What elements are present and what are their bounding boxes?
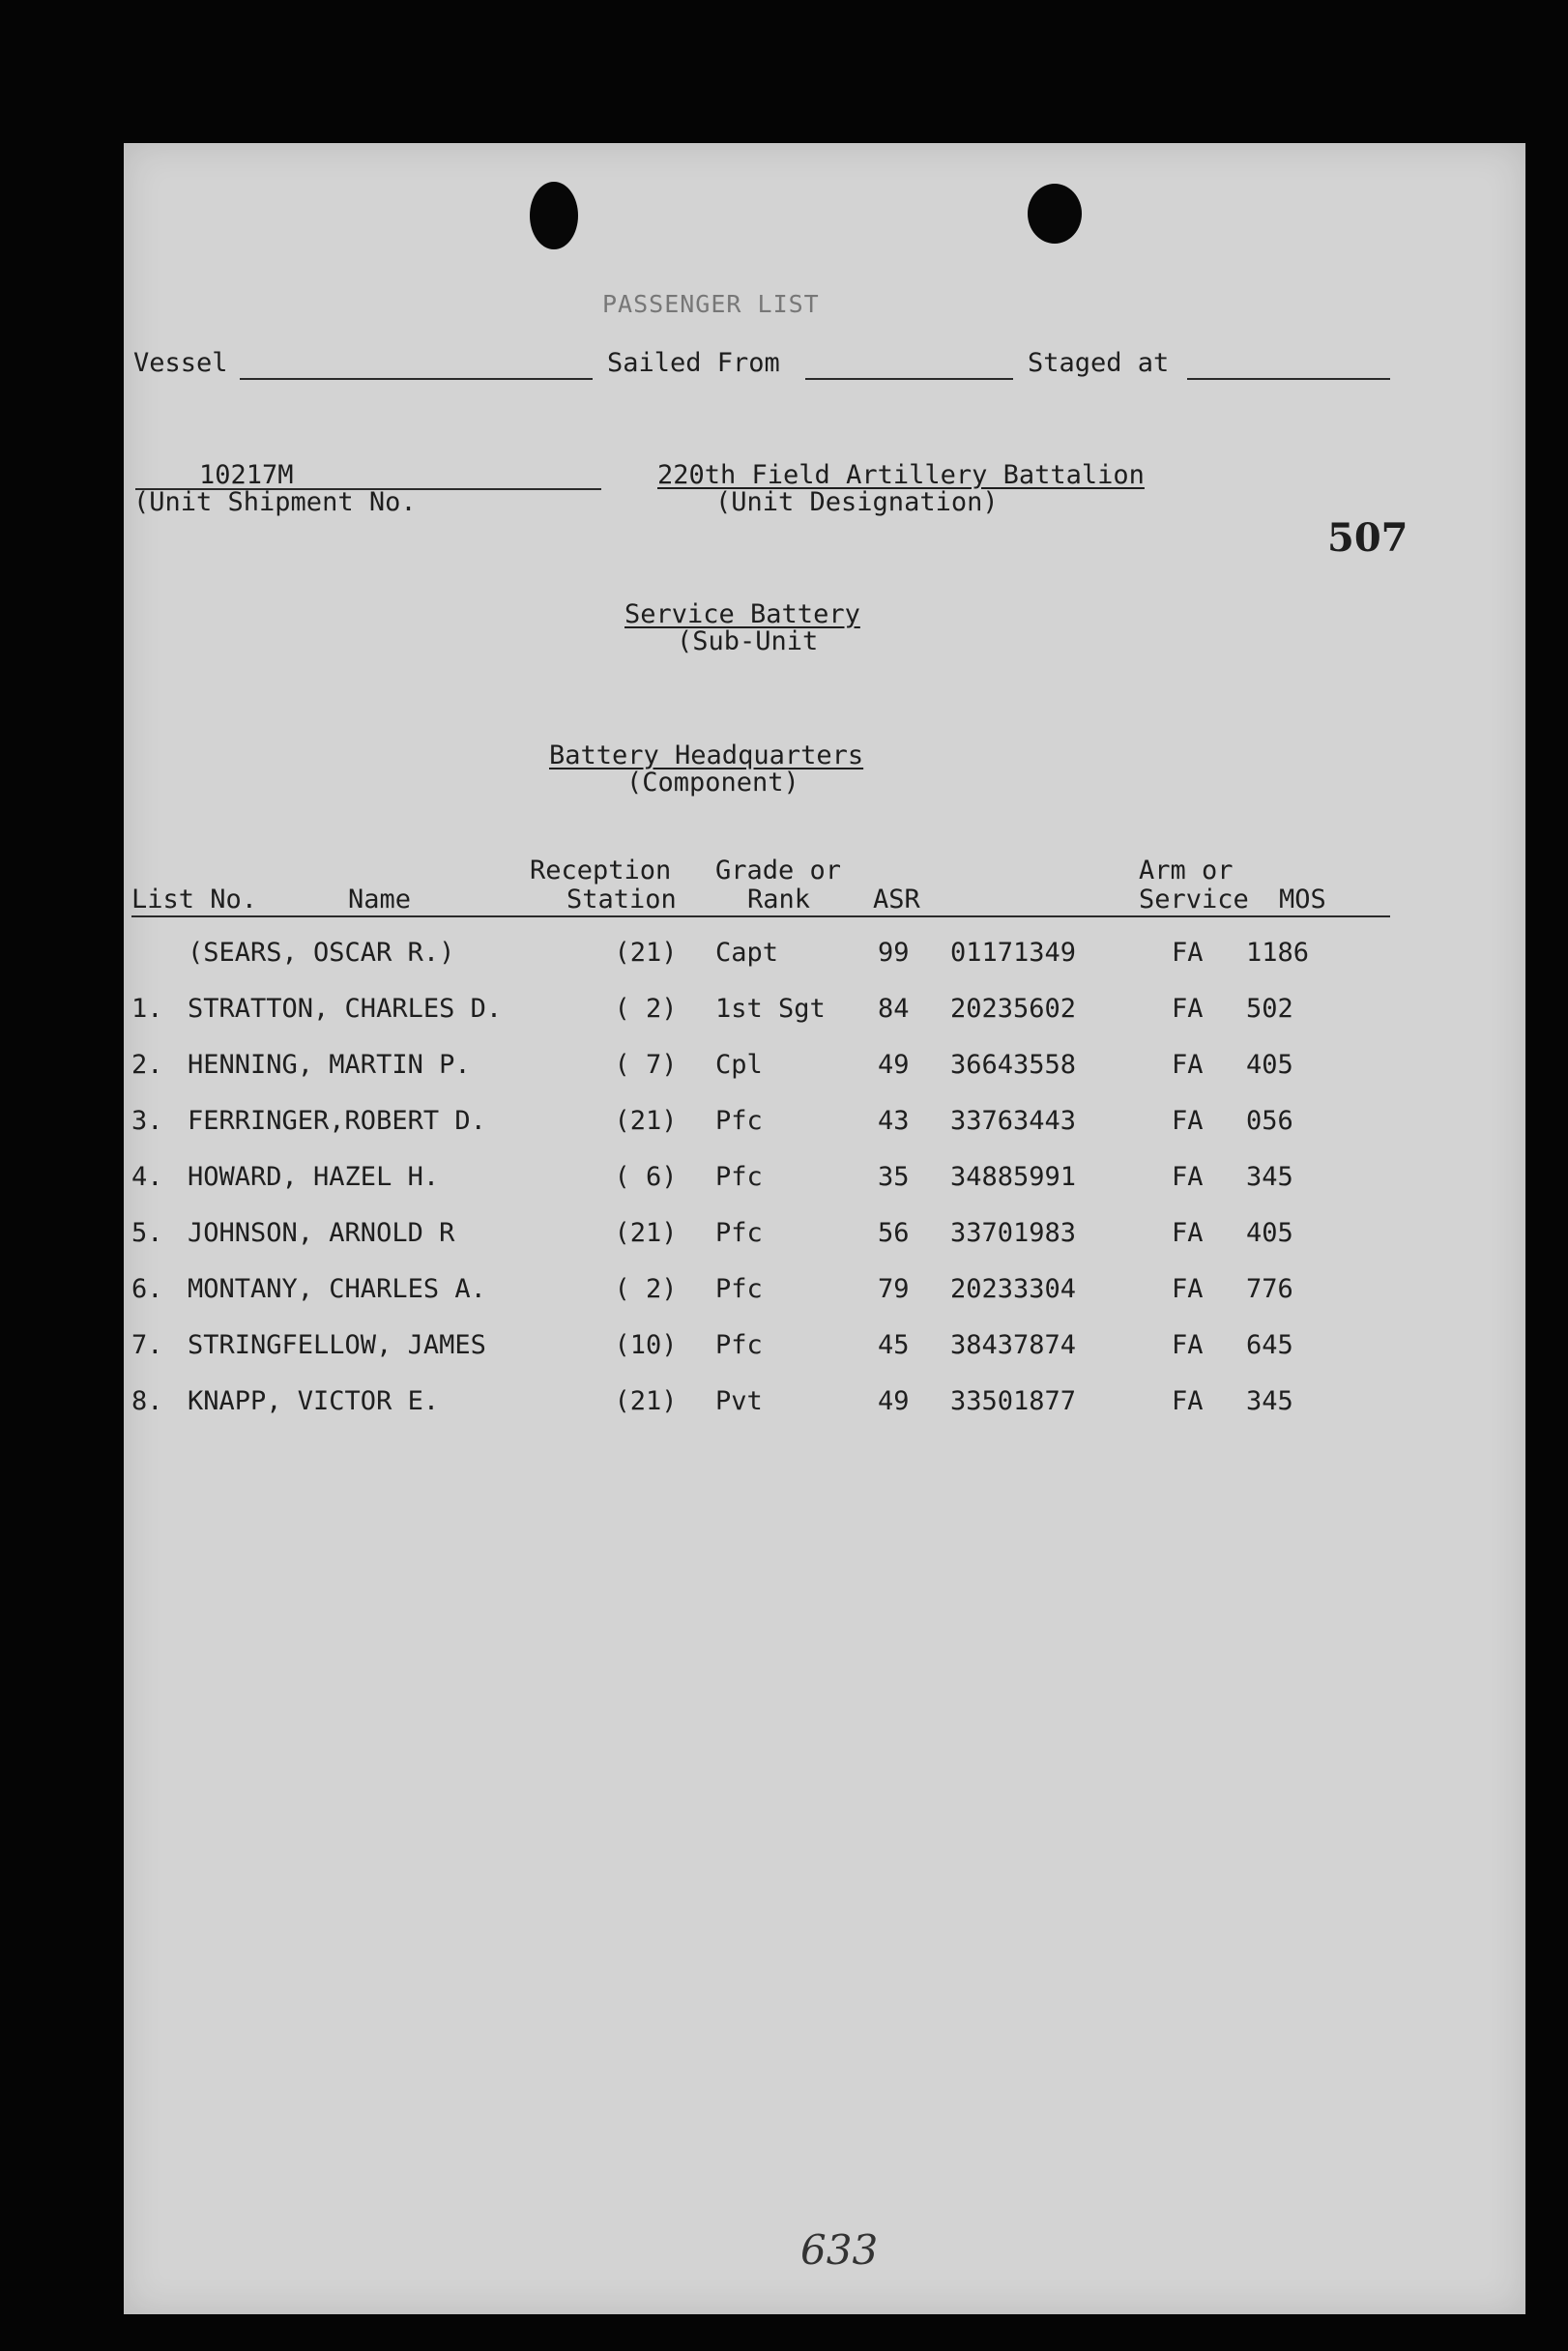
name: HENNING, MARTIN P. bbox=[188, 1050, 471, 1080]
reception-station: ( 2) bbox=[614, 1274, 678, 1304]
grade: Pfc bbox=[715, 1274, 763, 1304]
unit-shipment-number: 10217M bbox=[199, 460, 294, 490]
grade: Cpl bbox=[715, 1050, 763, 1080]
name: (SEARS, OSCAR R.) bbox=[188, 938, 455, 968]
staged-at-blank bbox=[1187, 378, 1390, 380]
component: Battery Headquarters bbox=[549, 740, 864, 770]
asr: 79 bbox=[878, 1274, 910, 1304]
mos: 345 bbox=[1246, 1162, 1293, 1192]
grade: 1st Sgt bbox=[715, 994, 826, 1024]
arm-service: FA bbox=[1172, 1162, 1204, 1192]
vessel-label: Vessel bbox=[133, 348, 228, 378]
unit-designation-label: (Unit Designation) bbox=[715, 487, 999, 517]
name: FERRINGER,ROBERT D. bbox=[188, 1106, 486, 1136]
staged-at-label: Staged at bbox=[1028, 348, 1170, 378]
mos: 1186 bbox=[1246, 938, 1310, 968]
header-name: Name bbox=[348, 885, 412, 914]
grade: Pfc bbox=[715, 1218, 763, 1248]
serial-number: 01171349 bbox=[950, 938, 1077, 968]
asr: 84 bbox=[878, 994, 910, 1024]
serial-number: 36643558 bbox=[950, 1050, 1077, 1080]
mos: 056 bbox=[1246, 1106, 1293, 1136]
reception-station: ( 2) bbox=[614, 994, 678, 1024]
table-row bbox=[124, 1326, 1525, 1365]
asr: 49 bbox=[878, 1050, 910, 1080]
mos: 405 bbox=[1246, 1050, 1293, 1080]
mos: 405 bbox=[1246, 1218, 1293, 1248]
name: STRINGFELLOW, JAMES bbox=[188, 1330, 486, 1360]
header-grade: Grade or bbox=[715, 856, 842, 885]
reception-station: (21) bbox=[614, 938, 678, 968]
table-row bbox=[124, 1214, 1525, 1253]
grade: Pfc bbox=[715, 1162, 763, 1192]
table-row bbox=[124, 1270, 1525, 1309]
serial-number: 20235602 bbox=[950, 994, 1077, 1024]
asr: 99 bbox=[878, 938, 910, 968]
list-no: 3. bbox=[131, 1106, 163, 1136]
table-row bbox=[124, 1102, 1525, 1141]
arm-service: FA bbox=[1172, 1050, 1204, 1080]
arm-service: FA bbox=[1172, 1330, 1204, 1360]
serial-number: 38437874 bbox=[950, 1330, 1077, 1360]
punch-hole-left bbox=[530, 182, 578, 249]
name: KNAPP, VICTOR E. bbox=[188, 1386, 440, 1416]
sub-unit: Service Battery bbox=[624, 599, 860, 629]
handwritten-page-number: 633 bbox=[800, 2226, 879, 2274]
sub-unit-label: (Sub-Unit bbox=[677, 626, 819, 656]
header-rank: Rank bbox=[747, 885, 811, 914]
header-mos: MOS bbox=[1279, 885, 1326, 914]
list-no: 7. bbox=[131, 1330, 163, 1360]
grade: Pfc bbox=[715, 1106, 763, 1136]
list-no: 2. bbox=[131, 1050, 163, 1080]
mos: 345 bbox=[1246, 1386, 1293, 1416]
mos: 502 bbox=[1246, 994, 1293, 1024]
reception-station: (21) bbox=[614, 1386, 678, 1416]
asr: 45 bbox=[878, 1330, 910, 1360]
header-asr: ASR bbox=[873, 885, 920, 914]
arm-service: FA bbox=[1172, 1218, 1204, 1248]
asr: 43 bbox=[878, 1106, 910, 1136]
serial-number: 33701983 bbox=[950, 1218, 1077, 1248]
header-list-no: List No. bbox=[131, 885, 258, 914]
list-no: 5. bbox=[131, 1218, 163, 1248]
component-label: (Component) bbox=[626, 768, 799, 798]
unit-designation: 220th Field Artillery Battalion bbox=[657, 460, 1145, 490]
punch-hole-right bbox=[1028, 184, 1082, 244]
sailed-from-label: Sailed From bbox=[607, 348, 780, 378]
serial-number: 20233304 bbox=[950, 1274, 1077, 1304]
reception-station: ( 7) bbox=[614, 1050, 678, 1080]
header-arm: Arm or bbox=[1139, 856, 1234, 885]
serial-number: 33501877 bbox=[950, 1386, 1077, 1416]
name: STRATTON, CHARLES D. bbox=[188, 994, 503, 1024]
stamp-number: 507 bbox=[1327, 515, 1408, 561]
table-row bbox=[124, 1158, 1525, 1197]
table-row bbox=[124, 990, 1525, 1029]
grade: Capt bbox=[715, 938, 779, 968]
unit-shipment-label: (Unit Shipment No. bbox=[133, 487, 417, 517]
header-service: Service bbox=[1139, 885, 1249, 914]
document-page bbox=[124, 143, 1525, 2314]
header-underline bbox=[131, 915, 1390, 917]
vessel-blank bbox=[240, 378, 593, 380]
serial-number: 34885991 bbox=[950, 1162, 1077, 1192]
serial-number: 33763443 bbox=[950, 1106, 1077, 1136]
asr: 49 bbox=[878, 1386, 910, 1416]
list-no: 8. bbox=[131, 1386, 163, 1416]
reception-station: (21) bbox=[614, 1106, 678, 1136]
table-row bbox=[124, 1382, 1525, 1421]
reception-station: ( 6) bbox=[614, 1162, 678, 1192]
document-title: PASSENGER LIST bbox=[602, 290, 820, 318]
reception-station: (10) bbox=[614, 1330, 678, 1360]
arm-service: FA bbox=[1172, 938, 1204, 968]
arm-service: FA bbox=[1172, 1106, 1204, 1136]
asr: 35 bbox=[878, 1162, 910, 1192]
name: JOHNSON, ARNOLD R bbox=[188, 1218, 455, 1248]
name: HOWARD, HAZEL H. bbox=[188, 1162, 440, 1192]
grade: Pvt bbox=[715, 1386, 763, 1416]
table-row bbox=[124, 934, 1525, 972]
name: MONTANY, CHARLES A. bbox=[188, 1274, 486, 1304]
asr: 56 bbox=[878, 1218, 910, 1248]
sailed-from-blank bbox=[805, 378, 1013, 380]
list-no: 4. bbox=[131, 1162, 163, 1192]
grade: Pfc bbox=[715, 1330, 763, 1360]
list-no: 1. bbox=[131, 994, 163, 1024]
list-no: 6. bbox=[131, 1274, 163, 1304]
mos: 645 bbox=[1246, 1330, 1293, 1360]
arm-service: FA bbox=[1172, 1386, 1204, 1416]
mos: 776 bbox=[1246, 1274, 1293, 1304]
reception-station: (21) bbox=[614, 1218, 678, 1248]
header-reception: Reception bbox=[530, 856, 672, 885]
table-row bbox=[124, 1046, 1525, 1085]
arm-service: FA bbox=[1172, 1274, 1204, 1304]
arm-service: FA bbox=[1172, 994, 1204, 1024]
header-station: Station bbox=[566, 885, 677, 914]
